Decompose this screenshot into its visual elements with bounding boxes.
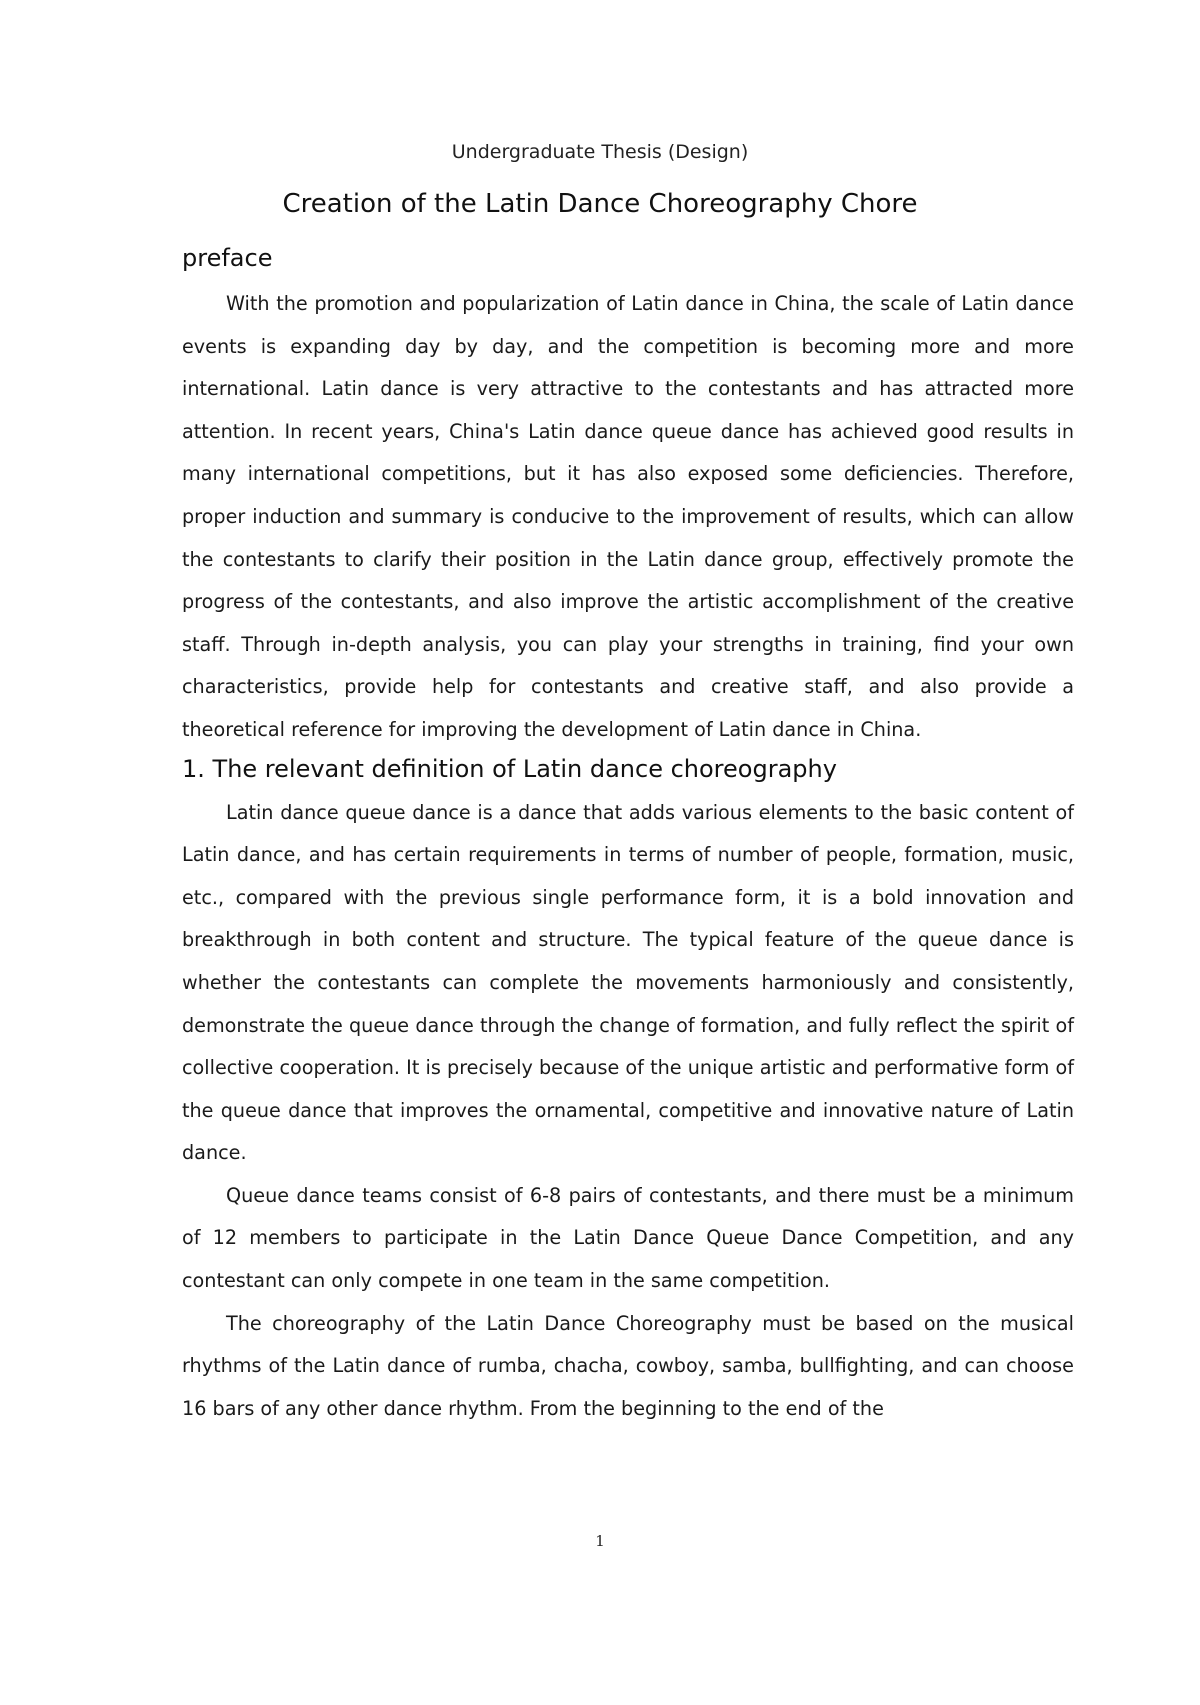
preface-heading: preface — [182, 244, 273, 272]
page-number: 1 — [595, 1532, 605, 1550]
section-1-heading: 1. The relevant definition of Latin dance choreography — [182, 754, 837, 783]
section-1-paragraph: The choreography of the Latin Dance Choreography must be based on the musical rhythms of the Latin dance of rumba, chacha, cowboy, samba, bullfighting, and can choose 16 bars of any other dance rhythm. From the beginning to the end of the — [182, 1311, 1074, 1420]
thesis-header: Undergraduate Thesis (Design) — [451, 141, 749, 163]
page-title: Creation of the Latin Dance Choreography Chore — [282, 189, 918, 219]
section-1-paragraph: Latin dance queue dance is a dance that adds various elements to the basic content of Latin dance, and has certain requirements in terms of number of people, formation, music, etc., compared with the previous single performance form, it is a bold innovation and breakthrough in both content and structure. The typical feature of the queue dance is whether the contestants can complete the movements harmoniously and consistently, demonstrate the queue dance through the change of formation, and fully reflect the spirit of collective cooperation. It is precisely because of the unique artistic and performative form of the queue dance that improves the ornamental, competitive and innovative nature of Latin dance. — [182, 800, 1074, 1165]
section-1-paragraph: Queue dance teams consist of 6-8 pairs of contestants, and there must be a minimum of 12 members to participate in the Latin Dance Queue Dance Competition, and any contestant can only compete in one team in the same competition. — [182, 1183, 1074, 1293]
preface-paragraph: With the promotion and popularization of Latin dance in China, the scale of Latin dance events is expanding day by day, and the competition is becoming more and more international. Latin dance is very attractive to the contestants and has attracted more attention. In recent years, China's Latin dance queue dance has achieved good results in many international competitions, but it has also exposed some deficiencies. Therefore, proper induction and summary is conducive to the improvement of results, which can allow the contestants to clarify their position in the Latin dance group, effectively promote the progress of the contestants, and also improve the artistic accomplishment of the creative staff. Through in-depth analysis, you can play your strengths in training, find your own characteristics, provide help for contestants and creative staff, and also provide a theoretical reference for improving the development of Latin dance in China. — [182, 292, 1074, 741]
document-body — [182, 243, 1074, 1430]
